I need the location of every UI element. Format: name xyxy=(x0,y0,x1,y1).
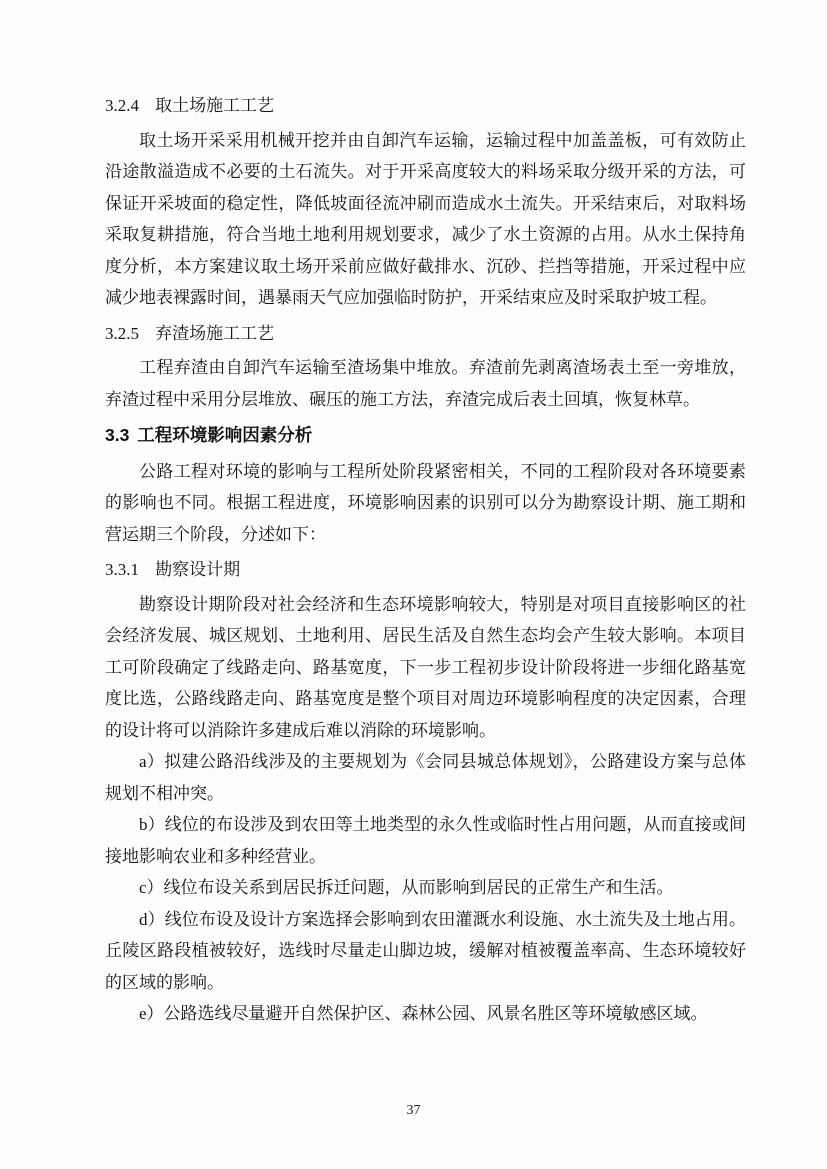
paragraph-borrow-pit-process: 取土场开采采用机械开挖并由自卸汽车运输，运输过程中加盖盖板，可有效防止沿途散溢造成不必要的土石流失。对于开采高度较大的料场采取分级开采的方法，可保证开采坡面的稳定性，降低坡面径流冲刷而造成水土流失。开采结束后，对取料场采取复耕措施，符合当地土地利用规划要求，减少了水土资源的占用。从水土保持角度分析，本方案建议取土场开采前应做好截排水、沉砂、拦挡等措施，开采过程中应减少地表裸露时间，遇暴雨天气应加强临时防护，开采结束应及时采取护坡工程。 xyxy=(105,130,746,307)
heading-title: 工程环境影响因素分析 xyxy=(137,425,313,445)
heading-title: 弃渣场施工工艺 xyxy=(155,323,275,343)
subsection-heading-3-2-5 xyxy=(105,318,746,350)
heading-number: 3.3 xyxy=(105,425,130,445)
document-content xyxy=(105,86,746,1030)
subsection-heading-3-2-4 xyxy=(105,90,746,122)
paragraph-survey-design-period: 勘察设计期阶段对社会经济和生态环境影响较大，特别是对项目直接影响区的社会经济发展、城区规划、土地利用、居民生活及自然生态均会产生较大影响。本项目工可阶段确定了线路走向、路基宽度，下一步工程初步设计阶段将进一步细化路基宽度比选，公路线路走向、路基宽度是整个项目对周边环境影响程度的决定因素，合理的设计将可以消除许多建成后难以消除的环境影响。 xyxy=(105,594,746,740)
list-item-c: c）线位布设关系到居民拆迁问题，从而影响到居民的正常生产和生活。 xyxy=(139,878,674,897)
subsection-heading-3-3-1 xyxy=(105,554,746,586)
paragraph-spoil-ground-process: 工程弃渣由自卸汽车运输至渣场集中堆放。弃渣前先剥离渣场表土至一旁堆放，弃渣过程中采用分层堆放、碾压的施工方法，弃渣完成后表土回填，恢复林草。 xyxy=(105,358,746,409)
heading-title: 勘察设计期 xyxy=(155,560,241,579)
heading-number: 3.2.4 xyxy=(105,96,139,115)
list-item-b: b）线位的布设涉及到农田等土地类型的永久性或临时性占用问题，从而直接或间接地影响农业和多种经营业。 xyxy=(105,815,746,866)
page-number: 37 xyxy=(406,1103,421,1118)
section-heading-3-3 xyxy=(105,420,746,452)
list-item-a: a）拟建公路沿线涉及的主要规划为《会同县城总体规划》，公路建设方案与总体规划不相冲突。 xyxy=(105,752,746,803)
heading-number: 3.2.5 xyxy=(105,323,139,343)
heading-number: 3.3.1 xyxy=(105,560,139,579)
list-item-e: e）公路选线尽量避开自然保护区、森林公园、风景名胜区等环境敏感区域。 xyxy=(139,1004,708,1023)
heading-title: 取土场施工工艺 xyxy=(155,96,275,115)
list-item-d: d）线位布设及设计方案选择会影响到农田灌溉水利设施、水土流失及土地占用。丘陵区路段植被较好，选线时尽量走山脚边坡，缓解对植被覆盖率高、生态环境较好的区域的影响。 xyxy=(105,909,746,992)
paragraph-impact-factor-intro: 公路工程对环境的影响与工程所处阶段紧密相关，不同的工程阶段对各环境要素的影响也不同。根据工程进度，环境影响因素的识别可以分为勘察设计期、施工期和营运期三个阶段，分述如下： xyxy=(105,461,746,544)
